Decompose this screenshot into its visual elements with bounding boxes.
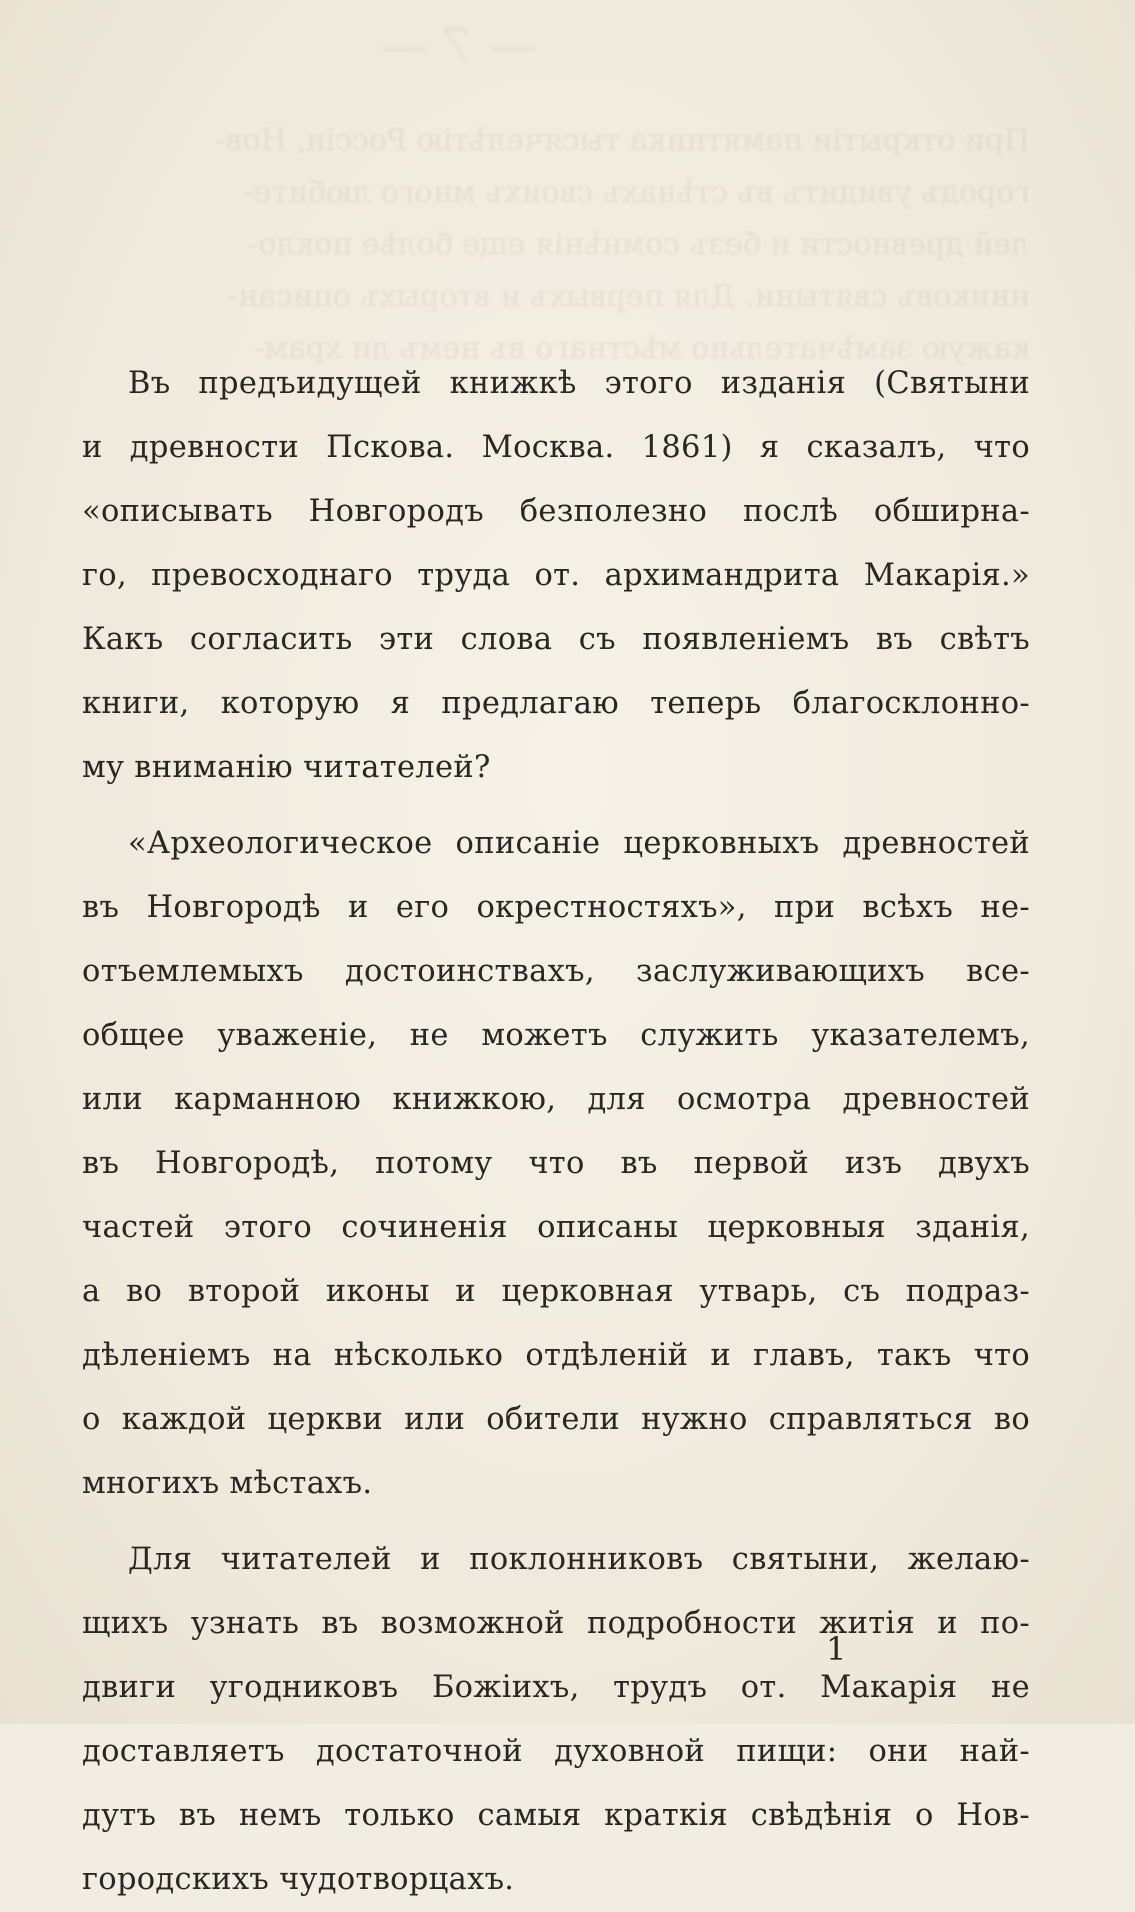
text-line: Какъ согласить эти слова съ появленіемъ въ свѣтъ	[82, 622, 1030, 657]
text-line: му вниманію читателей?	[82, 750, 491, 785]
text-line: двиги угодниковъ Божіихъ, трудъ от. Макарія не	[82, 1670, 1030, 1705]
text-line: а во второй иконы и церковная утварь, съ подраз-	[82, 1274, 1030, 1309]
paragraph-3	[82, 1528, 1030, 1912]
text-line: общее уваженіе, не можетъ служить указателемъ,	[82, 1018, 1030, 1053]
text-line: городскихъ чудотворцахъ.	[82, 1862, 515, 1897]
text-line: щихъ узнать въ возможной подробности житія и по-	[82, 1606, 1030, 1641]
text-line: многихъ мѣстахъ.	[82, 1466, 373, 1501]
show-through-text: При открытіи памятника тысячелѣтію Россіи, Нов- городъ увидитъ въ стѣнахъ своихъ много любите- лей древности и безъ сомнѣнія еще болѣе покло- нниковъ святыни. Для первыхъ и вторыхъ описан- кажую замѣчательно мѣстнаго въ немъ ли храм-	[215, 123, 1030, 366]
text-line: книги, которую я предлагаю теперь благосклонно-	[82, 686, 1030, 721]
text-line: отъемлемыхъ достоинствахъ, заслуживающихъ все-	[82, 954, 1030, 989]
body-text	[82, 352, 1030, 1912]
text-line: въ Новгородѣ и его окрестностяхъ», при всѣхъ не-	[82, 890, 1030, 925]
show-through-heading: — 7 —	[380, 18, 538, 74]
paragraph-1	[82, 352, 1030, 800]
text-line: Для читателей и поклонниковъ святыни, желаю-	[128, 1542, 1030, 1577]
text-line: о каждой церкви или обители нужно справляться во	[82, 1402, 1030, 1437]
text-line: «описывать Новгородъ безполезно послѣ обширна-	[82, 494, 1030, 529]
text-line: Въ предъидущей книжкѣ этого изданія (Святыни	[128, 366, 1030, 401]
text-line: дутъ въ немъ только самыя краткія свѣдѣнія о Нов-	[82, 1798, 1030, 1833]
paragraph-2	[82, 812, 1030, 1516]
text-line: го, превосходнаго труда от. архимандрита Макарія.»	[82, 558, 1030, 593]
page-number: 1	[826, 1630, 847, 1668]
text-line: доставляетъ достаточной духовной пищи: они най-	[82, 1734, 1030, 1769]
text-line: и древности Пскова. Москва. 1861) я сказалъ, что	[82, 430, 1030, 465]
text-line: или карманною книжкою, для осмотра древностей	[82, 1082, 1030, 1117]
text-line: въ Новгородѣ, потому что въ первой изъ двухъ	[82, 1146, 1030, 1181]
text-line: частей этого сочиненія описаны церковныя зданія,	[82, 1210, 1030, 1245]
text-line: дѣленіемъ на нѣсколько отдѣленій и главъ, такъ что	[82, 1338, 1030, 1373]
text-line: «Археологическое описаніе церковныхъ древностей	[128, 826, 1030, 861]
